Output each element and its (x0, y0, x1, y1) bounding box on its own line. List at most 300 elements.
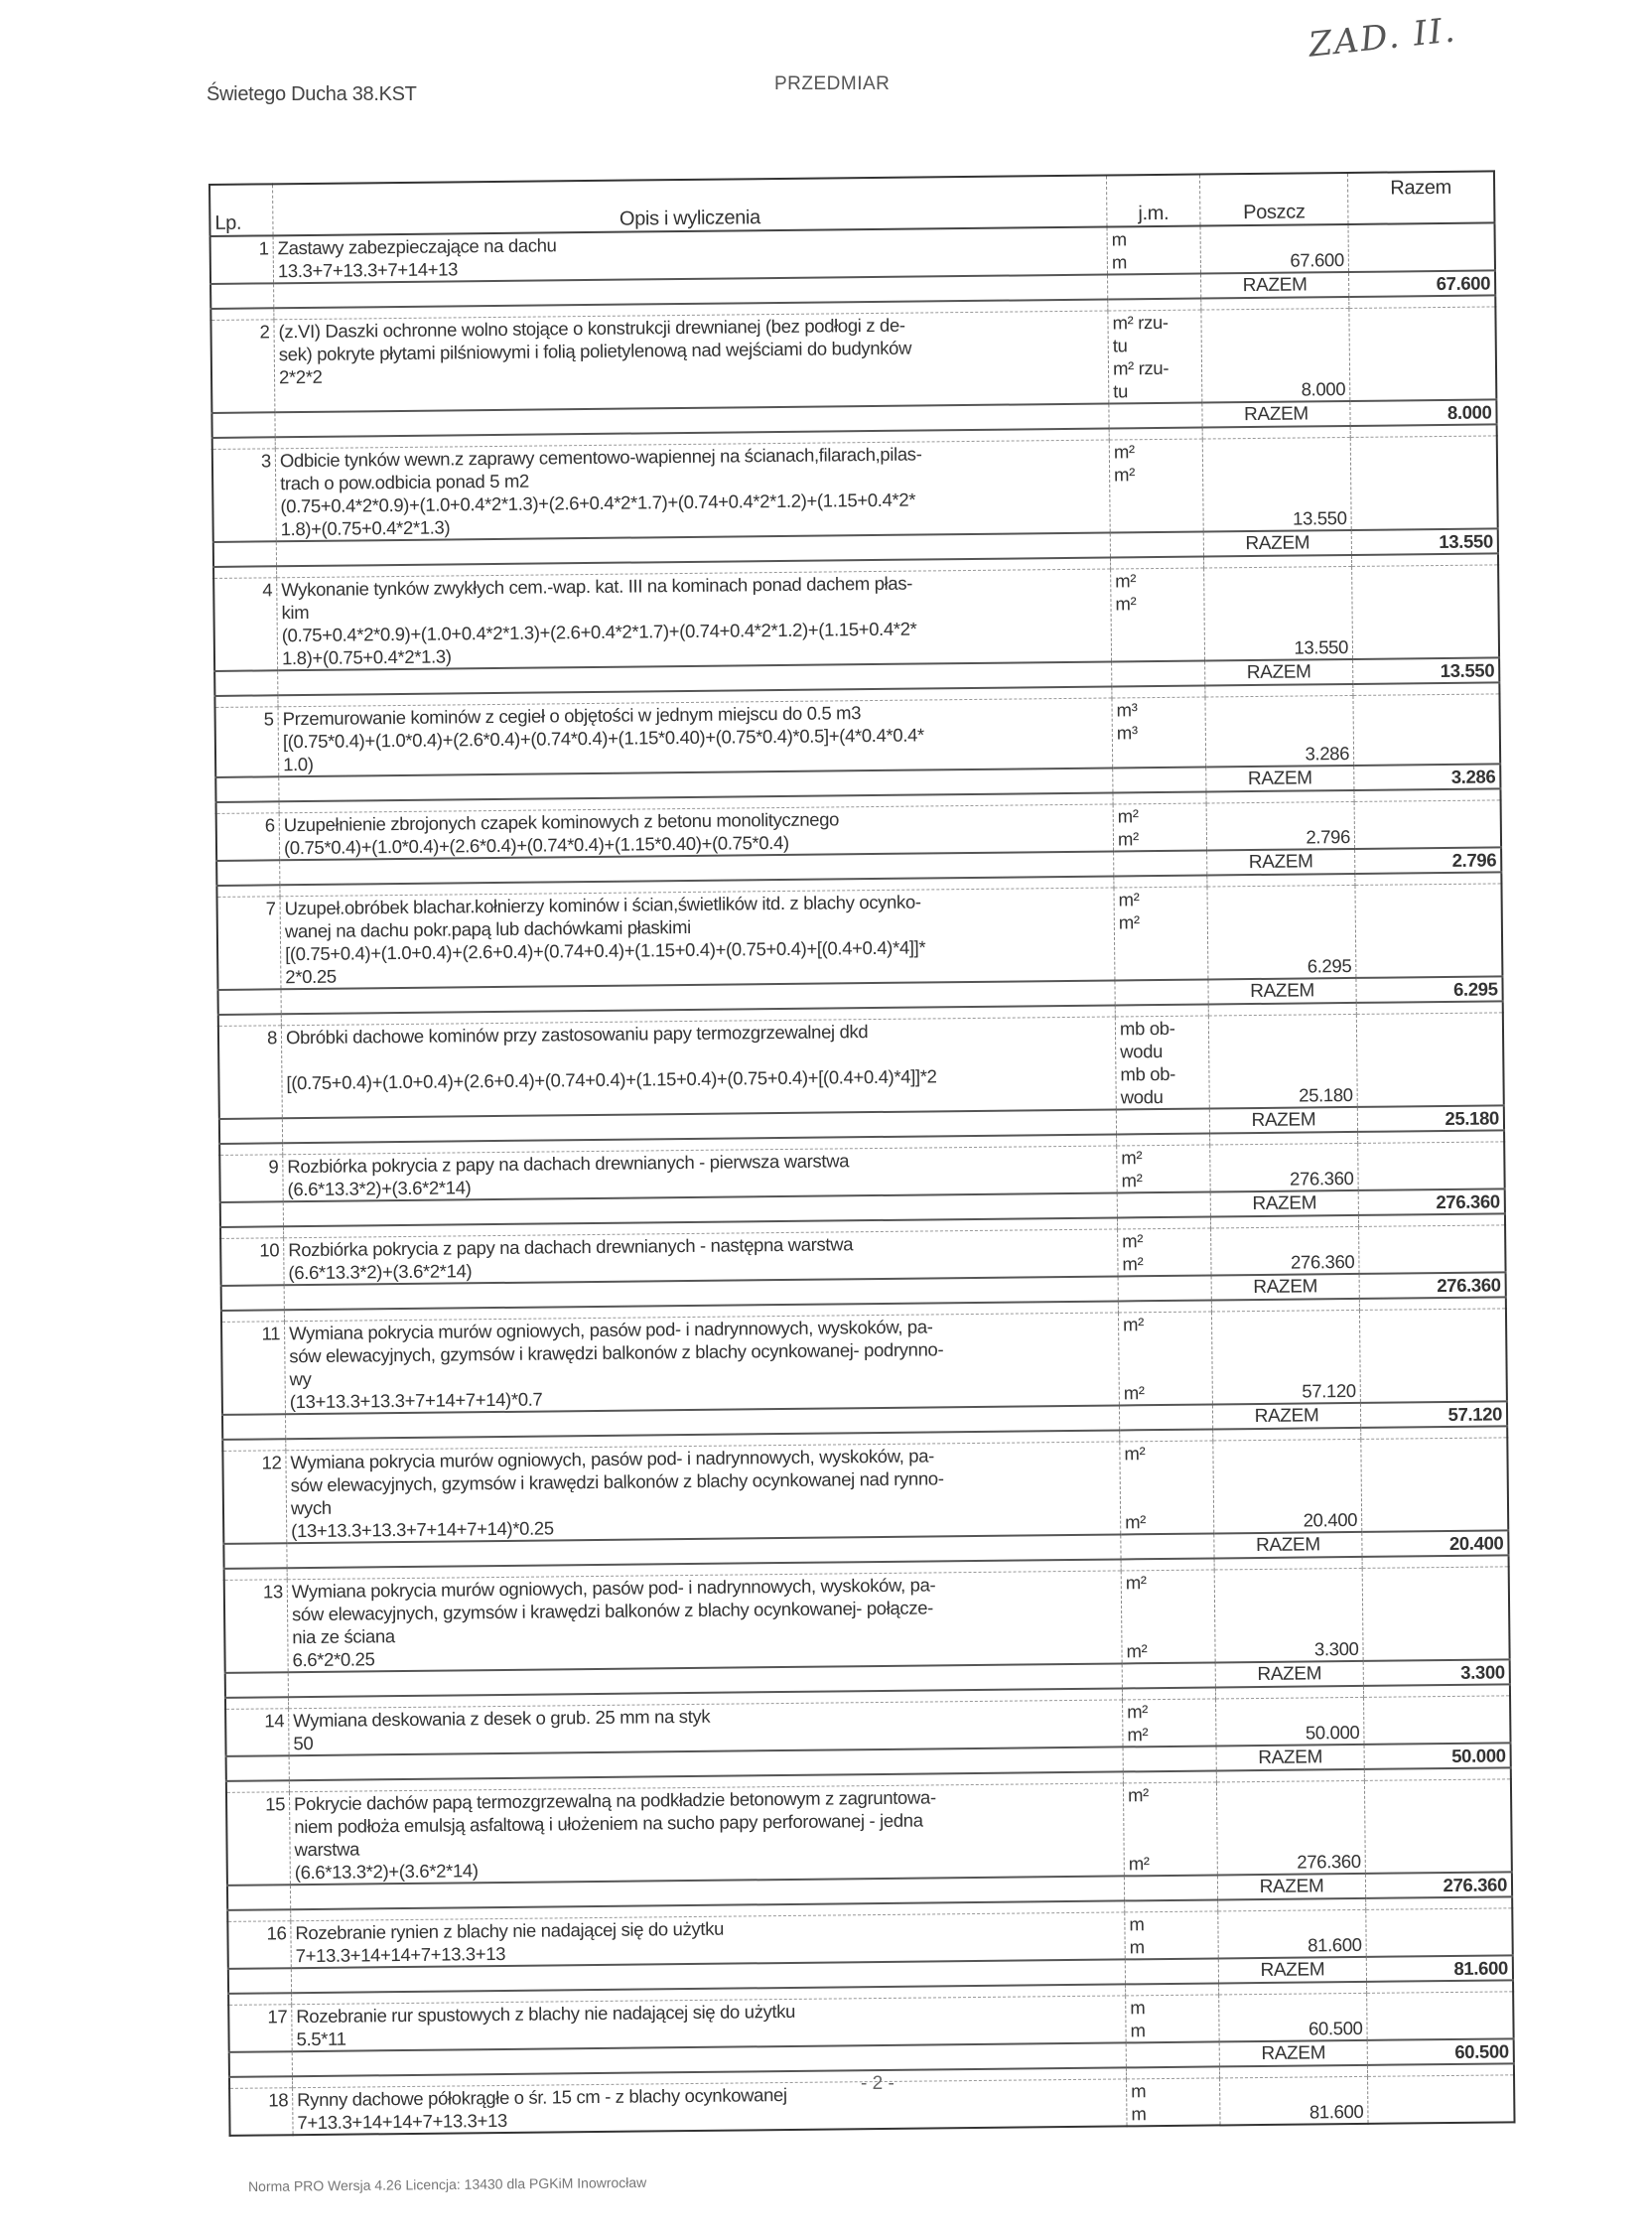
description-line: [(0.75*0.4)+(1.0*0.4)+(2.6*0.4)+(0.74*0.4)+(1.15*0.40)+(0.75*0.4)*0.5]+(4*0.4*0.4* (282, 724, 924, 753)
item-number (222, 1451, 286, 1544)
quantity-value: 2.796 (1306, 825, 1351, 848)
unit-line: m² (1128, 1853, 1150, 1875)
razem-value-text: 57.120 (1447, 1403, 1503, 1425)
razem-label (1209, 1107, 1357, 1134)
unit-line: mb ob- (1119, 1017, 1175, 1040)
item-description (278, 698, 1113, 776)
razem-jm-empty (1125, 1958, 1218, 1984)
razem-value-text: 6.295 (1452, 978, 1498, 1000)
description-line: Rozbiórka pokrycia z papy na dachach drewnianych - pierwsza warstwa (287, 1150, 850, 1178)
unit-line: m² (1125, 1572, 1147, 1594)
item-unit (1115, 1016, 1209, 1109)
item-number (229, 2088, 293, 2136)
razem-lp-empty (214, 670, 278, 696)
item-number-text: 8 (266, 1027, 278, 1048)
quantity-value: 60.500 (1308, 2017, 1363, 2039)
spacer-cell (1122, 1687, 1215, 1699)
page-number: - 2 - (861, 2073, 895, 2094)
razem-label-text: RAZEM (1257, 1663, 1322, 1686)
description-line: Rynny dachowe półokrągłe o śr. 15 cm - z blachy ocynkowanej (297, 2084, 787, 2111)
razem-label-text: RAZEM (1251, 1109, 1316, 1132)
spacer-cell (1118, 1300, 1211, 1312)
item-description (280, 888, 1115, 989)
razem-label-text: RAZEM (1255, 1534, 1320, 1557)
item-quantity (1204, 566, 1353, 660)
razem-label-text: RAZEM (1261, 2042, 1326, 2064)
razem-value-text: 25.180 (1445, 1107, 1500, 1130)
razem-label-text: RAZEM (1259, 1876, 1324, 1898)
item-unit (1107, 226, 1200, 275)
quantity-value: 50.000 (1305, 1721, 1360, 1744)
spacer-cell (227, 1909, 291, 1921)
item-total-empty (1355, 884, 1502, 978)
item-description (274, 311, 1109, 412)
razem-jm-empty (1115, 979, 1208, 1005)
razem-lp-empty (211, 412, 275, 438)
item-total-empty (1367, 1992, 1514, 2040)
razem-lp-empty (222, 1414, 286, 1440)
unit-line: m² (1121, 1147, 1143, 1169)
item-total-empty (1356, 1013, 1503, 1107)
item-number (215, 707, 279, 777)
table-row (221, 1309, 1507, 1415)
item-total-empty (1362, 1567, 1509, 1661)
item-number (216, 813, 280, 861)
razem-label (1205, 659, 1353, 686)
item-number (218, 1026, 282, 1119)
razem-label-text: RAZEM (1248, 851, 1313, 874)
razem-value-text: 13.550 (1439, 530, 1493, 553)
item-unit (1123, 1782, 1217, 1876)
quantity-value: 20.400 (1303, 1508, 1358, 1531)
razem-jm-empty (1114, 851, 1207, 877)
razem-label (1218, 1957, 1366, 1984)
item-description (285, 1313, 1120, 1414)
unit-line: m² (1114, 464, 1136, 486)
razem-jm-empty (1117, 1191, 1210, 1217)
razem-label (1208, 978, 1356, 1005)
item-number (210, 235, 274, 284)
item-total-empty (1359, 1225, 1506, 1274)
item-quantity (1211, 1310, 1360, 1404)
razem-value (1363, 1659, 1510, 1686)
razem-lp-empty (213, 541, 277, 567)
item-quantity (1200, 224, 1348, 274)
item-number-text: 3 (260, 450, 272, 472)
razem-jm-empty (1118, 1275, 1211, 1301)
table-row (215, 694, 1501, 777)
description-line: 1.8)+(0.75+0.4*2*1.3) (280, 516, 451, 540)
item-unit (1126, 1995, 1219, 2042)
unit-line: m (1131, 2103, 1147, 2125)
item-quantity (1218, 1909, 1366, 1958)
spacer-cell (222, 1439, 286, 1451)
spacer-cell (1113, 792, 1206, 804)
item-number-text: 4 (262, 579, 273, 601)
unit-line (1128, 1828, 1212, 1852)
description-line: sów elewacyjnych, gzymsów i krawędzi balkonów z blachy ocynkowanej- połącze- (291, 1597, 934, 1625)
description-line: 2*2*2 (278, 365, 323, 388)
item-quantity (1213, 1439, 1362, 1533)
spacer-cell (225, 1697, 289, 1709)
unit-line: m² (1115, 593, 1137, 615)
item-number (210, 320, 274, 413)
spacer-cell (1108, 299, 1201, 311)
spacer-cell (214, 695, 278, 707)
item-unit (1111, 568, 1205, 661)
description-line: Rozebranie rynien z blachy nie nadającej się do użytku (295, 1917, 725, 1944)
unit-line: m (1111, 251, 1128, 273)
item-total-empty (1358, 1142, 1505, 1190)
quantity-value: 67.600 (1290, 249, 1344, 271)
unit-line: m² (1122, 1314, 1145, 1335)
description-line: niem podłoża emulsją asfaltową i ułożeniem na sucho papy perforowanej - jedna (294, 1809, 923, 1838)
razem-value-text: 13.550 (1440, 659, 1495, 682)
razem-label-text: RAZEM (1246, 661, 1311, 684)
razem-label (1210, 1190, 1358, 1217)
razem-value-text: 3.286 (1450, 766, 1496, 787)
razem-lp-empty (226, 1755, 290, 1781)
description-line: (6.6*13.3*2)+(3.6*2*14) (287, 1177, 472, 1200)
description-line: (6.6*13.3*2)+(3.6*2*14) (288, 1260, 473, 1284)
description-line: (z.VI) Daszki ochronne wolno stojące o konstrukcji drewnianej (bez podłogi z de- (278, 314, 905, 343)
table-row (210, 307, 1496, 413)
unit-line: m (1129, 1936, 1145, 1958)
item-total-empty (1348, 222, 1495, 272)
table-row (226, 1779, 1512, 1886)
razem-value-text: 276.360 (1443, 1874, 1508, 1896)
description-line: Pokrycie dachów papą termozgrzewalną na podkładzie betonowym z zagruntowa- (293, 1786, 936, 1815)
document-location: Świetego Ducha 38.KST (206, 83, 417, 105)
description-line: nia ze ściana (292, 1625, 395, 1648)
razem-value-text: 60.500 (1454, 2040, 1509, 2062)
razem-value (1357, 1105, 1504, 1132)
item-unit (1118, 1312, 1212, 1405)
razem-label-text: RAZEM (1250, 980, 1315, 1003)
description-line: Obróbki dachowe kominów przy zastosowaniu papy termozgrzewalnej dkd (285, 1021, 869, 1048)
spacer-cell (224, 1568, 288, 1580)
description-line: (13+13.3+13.3+7+14+7+14)*0.25 (291, 1517, 554, 1542)
razem-lp-empty (210, 283, 274, 309)
item-unit (1112, 697, 1206, 768)
item-number (217, 897, 281, 990)
razem-lp-empty (219, 1118, 283, 1144)
unit-line: tu (1112, 335, 1128, 356)
razem-value (1354, 764, 1501, 790)
razem-value (1365, 1872, 1512, 1898)
razem-value-text: 8.000 (1446, 401, 1492, 423)
item-number-text: 18 (268, 2089, 289, 2111)
item-number (225, 1709, 289, 1756)
item-unit (1114, 887, 1208, 980)
item-total-empty (1368, 2075, 1515, 2124)
razem-value (1351, 528, 1498, 555)
razem-lp-empty (216, 860, 280, 886)
razem-value-text: 50.000 (1451, 1745, 1506, 1766)
col-poszcz: Poszcz (1199, 173, 1348, 226)
item-number-text: 11 (261, 1323, 281, 1344)
razem-label (1219, 2040, 1367, 2067)
razem-label (1216, 1745, 1364, 1771)
spacer-cell (1126, 1983, 1219, 1995)
razem-jm-empty (1116, 1108, 1209, 1134)
description-line: [(0.75+0.4)+(1.0+0.4)+(2.6+0.4)+(0.74+0.4)+(1.15+0.4)+(0.75+0.4)+[(0.4+0.4)*4]]* (285, 936, 926, 965)
item-number-text: 15 (265, 1793, 286, 1815)
item-total-empty (1352, 565, 1499, 659)
footer-software-info: Norma PRO Wersja 4.26 Licencja: 13430 dla PGKiM Inowrocław (247, 2173, 647, 2195)
item-total-empty (1364, 1779, 1511, 1874)
item-quantity (1216, 1780, 1365, 1875)
razem-lp-empty (221, 1285, 285, 1311)
razem-label-text: RAZEM (1242, 274, 1308, 297)
unit-line: m² (1127, 1701, 1149, 1723)
razem-jm-empty (1123, 1746, 1216, 1771)
estimate-table (208, 170, 1516, 2136)
item-number-text: 13 (262, 1581, 283, 1603)
razem-label-text: RAZEM (1258, 1747, 1323, 1769)
item-quantity (1201, 308, 1350, 402)
unit-line: m² (1117, 805, 1139, 827)
razem-value (1364, 1743, 1511, 1769)
item-number-text: 9 (268, 1156, 279, 1178)
unit-line: m² (1122, 1253, 1144, 1275)
description-line: 7+13.3+14+14+7+13.3+13 (295, 1942, 506, 1967)
quantity-value: 3.286 (1305, 742, 1350, 765)
item-number (213, 578, 277, 671)
description-line: warstwa (294, 1838, 360, 1861)
unit-line: m² (1113, 441, 1135, 463)
razem-label (1214, 1532, 1362, 1559)
item-total-empty (1353, 694, 1500, 766)
item-unit (1109, 439, 1203, 532)
description-line: 1.8)+(0.75+0.4*2*1.3) (281, 645, 452, 669)
description-line: 5.5*11 (296, 2027, 346, 2050)
razem-value-text: 276.360 (1437, 1274, 1501, 1297)
razem-jm-empty (1109, 403, 1202, 429)
item-description (286, 1442, 1121, 1543)
description-line: wy (289, 1367, 312, 1390)
item-number (228, 2005, 292, 2052)
item-quantity (1210, 1143, 1358, 1191)
razem-label (1201, 272, 1349, 299)
unit-line: m² (1118, 889, 1140, 910)
item-unit (1113, 803, 1206, 851)
unit-line: tu (1113, 380, 1129, 402)
document-title: PRZEDMIAR (774, 73, 891, 94)
col-lp: Lp. (209, 184, 273, 236)
spacer-cell (219, 1143, 283, 1155)
unit-line (1125, 1487, 1209, 1511)
item-number-text: 2 (259, 321, 270, 343)
item-description (275, 440, 1110, 541)
unit-line: m² rzu- (1112, 311, 1169, 334)
razem-value (1359, 1272, 1506, 1299)
item-number (220, 1238, 284, 1286)
description-line: kim (281, 601, 310, 624)
spacer-cell (1112, 686, 1205, 698)
razem-label (1203, 530, 1351, 557)
table-row (218, 1013, 1504, 1119)
spacer-cell (229, 2076, 293, 2088)
description-line: sek) pokryte płytami pilśniowymi i folią polietylenową nad wejściami do budynków (278, 337, 912, 365)
item-quantity (1216, 1697, 1364, 1746)
unit-line (1125, 1465, 1209, 1488)
item-number-text: 6 (264, 814, 275, 836)
quantity-value: 276.360 (1290, 1167, 1354, 1189)
razem-lp-empty (228, 1968, 292, 1994)
spacer-cell (228, 1993, 292, 2005)
item-quantity (1205, 695, 1354, 767)
description-line: (0.75+0.4*2*0.9)+(1.0+0.4*2*1.3)+(2.6+0.4*2*1.7)+(0.74+0.4*2*1.2)+(1.15+0.4*2* (280, 489, 916, 517)
item-total-empty (1349, 307, 1496, 401)
spacer-cell (212, 437, 276, 449)
spacer-cell (1121, 1558, 1214, 1570)
item-quantity (1206, 801, 1354, 850)
unit-line: m² rzu- (1112, 356, 1170, 379)
unit-line: m² (1122, 1230, 1144, 1252)
quantity-value: 13.550 (1294, 636, 1349, 658)
razem-value (1355, 847, 1502, 874)
item-number-text: 5 (263, 708, 274, 730)
item-number (224, 1580, 288, 1673)
item-total-empty (1354, 800, 1501, 849)
unit-line: m² (1115, 570, 1137, 592)
razem-value-text: 2.796 (1451, 849, 1497, 871)
spacer-cell (1115, 1004, 1208, 1016)
description-line: (0.75*0.4)+(1.0*0.4)+(2.6*0.4)+(0.74*0.4)+(1.15*0.40)+(0.75*0.4) (283, 831, 789, 859)
item-quantity (1207, 885, 1356, 979)
spacer-cell (216, 885, 280, 897)
spacer-cell (216, 801, 280, 813)
razem-label (1207, 849, 1355, 876)
razem-label-text: RAZEM (1254, 1405, 1319, 1428)
quantity-value: 6.295 (1307, 954, 1352, 977)
item-total-empty (1364, 1696, 1511, 1745)
description-line: trach o pow.odbicia ponad 5 m2 (280, 470, 529, 494)
description-line: Przemurowanie kominów z cegieł o objętości w jednym miejscu do 0.5 m3 (282, 702, 862, 730)
razem-jm-empty (1122, 1662, 1215, 1688)
unit-line: m³ (1116, 699, 1138, 721)
quantity-value: 276.360 (1290, 1250, 1355, 1273)
description-line: [(0.75+0.4)+(1.0+0.4)+(2.6+0.4)+(0.74+0.4)+(1.15+0.4)+(0.75+0.4)+[(0.4+0.4)*4]]*2 (286, 1065, 937, 1094)
unit-line: m² (1117, 828, 1139, 850)
item-quantity (1211, 1226, 1359, 1275)
item-unit (1127, 2078, 1220, 2126)
description-line: sów elewacyjnych, gzymsów i krawędzi balkonów z blachy ocynkowanej- podrynno- (289, 1338, 944, 1367)
spacer-cell (218, 1014, 282, 1026)
spacer-cell (213, 566, 277, 578)
unit-line: m (1131, 2080, 1147, 2102)
unit-line: wodu (1120, 1085, 1164, 1108)
item-description (293, 2079, 1127, 2135)
description-line: Wymiana pokrycia murów ogniowych, pasów pod- i nadrynnowych, wyskoków, pa- (291, 1574, 936, 1603)
description-line: (0.75+0.4*2*0.9)+(1.0+0.4*2*1.3)+(2.6+0.4*2*1.7)+(0.74+0.4*2*1.2)+(1.15+0.4*2* (281, 618, 917, 646)
table-body (210, 222, 1515, 2135)
item-number (226, 1792, 290, 1886)
unit-line: m² (1124, 1443, 1146, 1465)
estimate-table-wrapper (208, 170, 1516, 2136)
col-jm: j.m. (1106, 175, 1200, 227)
spacer-cell (1109, 428, 1202, 440)
unit-line: m² (1126, 1640, 1148, 1662)
unit-line: m³ (1116, 722, 1138, 744)
razem-value-text: 3.300 (1460, 1661, 1505, 1683)
item-total-empty (1366, 1908, 1513, 1957)
quantity-value: 3.300 (1313, 1637, 1359, 1660)
razem-label-text: RAZEM (1245, 532, 1310, 555)
razem-label (1206, 766, 1354, 792)
razem-value (1348, 270, 1495, 297)
description-line: 50 (293, 1732, 314, 1754)
razem-value-text: 67.600 (1436, 272, 1491, 295)
description-line: 2*0.25 (285, 965, 337, 988)
razem-value-text: 81.600 (1453, 1957, 1508, 1979)
razem-value (1367, 2038, 1514, 2065)
item-description (277, 569, 1112, 670)
razem-jm-empty (1108, 274, 1201, 300)
item-number-text: 1 (258, 237, 269, 259)
item-number-text: 14 (264, 1710, 285, 1732)
razem-jm-empty (1119, 1404, 1212, 1430)
razem-lp-empty (220, 1201, 284, 1227)
item-total-empty (1359, 1309, 1506, 1403)
razem-label-text: RAZEM (1252, 1192, 1317, 1215)
description-line: 13.3+7+13.3+7+14+13 (277, 258, 459, 282)
item-quantity (1208, 1014, 1357, 1108)
item-number-text: 7 (265, 898, 276, 919)
spacer-cell (226, 1780, 290, 1792)
spacer-cell (1125, 1899, 1218, 1911)
spacer-cell (1126, 2066, 1219, 2078)
description-line: wanej na dachu pokr.papą lub dachówkami płaskimi (284, 915, 691, 942)
unit-line (1123, 1335, 1207, 1359)
col-razem: Razem (1347, 171, 1494, 224)
unit-line: m² (1125, 1511, 1147, 1533)
razem-value-text: 276.360 (1436, 1190, 1500, 1213)
spacer-cell (220, 1226, 284, 1238)
unit-line: m² (1121, 1170, 1143, 1191)
unit-line: m (1130, 1997, 1146, 2019)
unit-line (1123, 1358, 1207, 1382)
item-quantity (1202, 437, 1351, 531)
spacer-cell (1123, 1770, 1216, 1782)
unit-line: wodu (1120, 1040, 1164, 1062)
razem-label-text: RAZEM (1253, 1276, 1318, 1299)
description-line: Odbicie tynków wewn.z zaprawy cementowo-wapiennej na ścianach,filarach,pilas- (279, 443, 922, 472)
description-line: 6.6*2*0.25 (292, 1648, 375, 1671)
table-row (213, 565, 1499, 671)
unit-line: m² (1118, 911, 1140, 933)
razem-label-text: RAZEM (1247, 768, 1312, 790)
table-row (224, 1567, 1510, 1673)
description-line: Uzupeł.obróbek blachar.kołnierzy kominów i ścian,świetlików itd. z blachy ocynko- (284, 891, 921, 919)
razem-label (1202, 401, 1350, 428)
item-description (273, 227, 1107, 284)
item-number (212, 449, 276, 542)
item-number (227, 1921, 291, 1969)
table-row (222, 1438, 1508, 1544)
razem-lp-empty (225, 1672, 289, 1698)
razem-value (1366, 1955, 1513, 1982)
unit-line: m² (1123, 1382, 1145, 1404)
spacer-cell (1110, 557, 1203, 569)
quantity-value: 57.120 (1302, 1379, 1356, 1402)
handwritten-note: ZAD. II. (1307, 10, 1459, 66)
item-quantity (1219, 1993, 1367, 2041)
razem-jm-empty (1121, 1533, 1214, 1559)
razem-value (1350, 399, 1497, 426)
razem-lp-empty (227, 1885, 291, 1910)
